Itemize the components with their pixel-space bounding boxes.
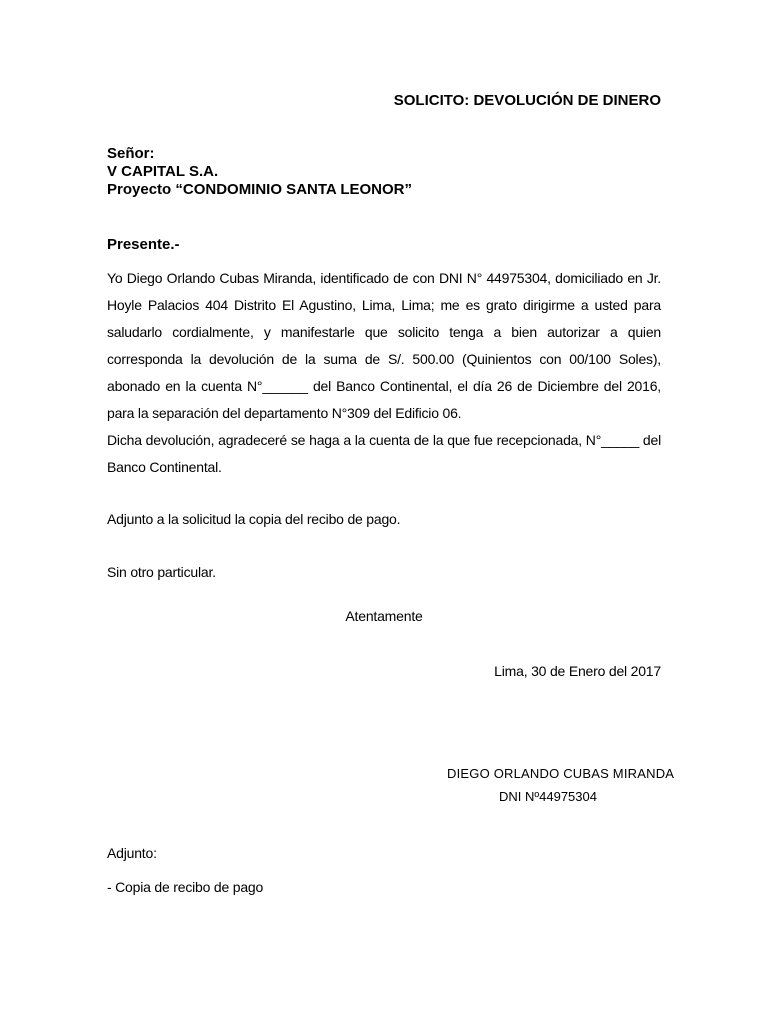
closing: Atentamente xyxy=(345,608,423,624)
greeting: Presente.- xyxy=(107,236,180,253)
attachments-heading: Adjunto: xyxy=(107,845,157,861)
company-name: V CAPITAL S.A. xyxy=(107,163,219,180)
body-paragraph: Yo Diego Orlando Cubas Miranda, identificado de con DNI N° 44975304, domiciliado en Jr. Hoyle Palacios 404 Distrito El Agustino, Lima, Lima; me es grato dirigirme a usted para saludarlo cordialmente, y manifestarle que solicito tenga a bien autorizar a quien corresponda la devolución de la suma de S/. 500.00 (Quinientos con 00/100 Soles), abonado en la cuenta N°______ del Banco Continental, el día 26 de Diciembre del 2016, para la separación del departamento N°309 del Edificio 06. xyxy=(107,270,661,421)
letter-body xyxy=(107,265,661,481)
attachment-note: Adjunto a la solicitud la copia del recibo de pago. xyxy=(107,511,401,527)
subject-line: SOLICITO: DEVOLUCIÓN DE DINERO xyxy=(393,92,661,109)
signature-name: DIEGO ORLANDO CUBAS MIRANDA xyxy=(447,766,675,781)
addressee-block xyxy=(107,145,412,199)
signature-dni: DNI Nº44975304 xyxy=(499,789,597,804)
salutation: Señor: xyxy=(107,145,155,162)
body-paragraph: Dicha devolución, agradeceré se haga a la cuenta de la que fue recepcionada, N°_____ del Banco Continental. xyxy=(107,432,661,475)
project-name: Proyecto “CONDOMINIO SANTA LEONOR” xyxy=(107,181,413,198)
closing-phrase: Sin otro particular. xyxy=(107,564,216,580)
attachment-item: - Copia de recibo de pago xyxy=(107,879,264,895)
place-date: Lima, 30 de Enero del 2017 xyxy=(494,663,661,679)
